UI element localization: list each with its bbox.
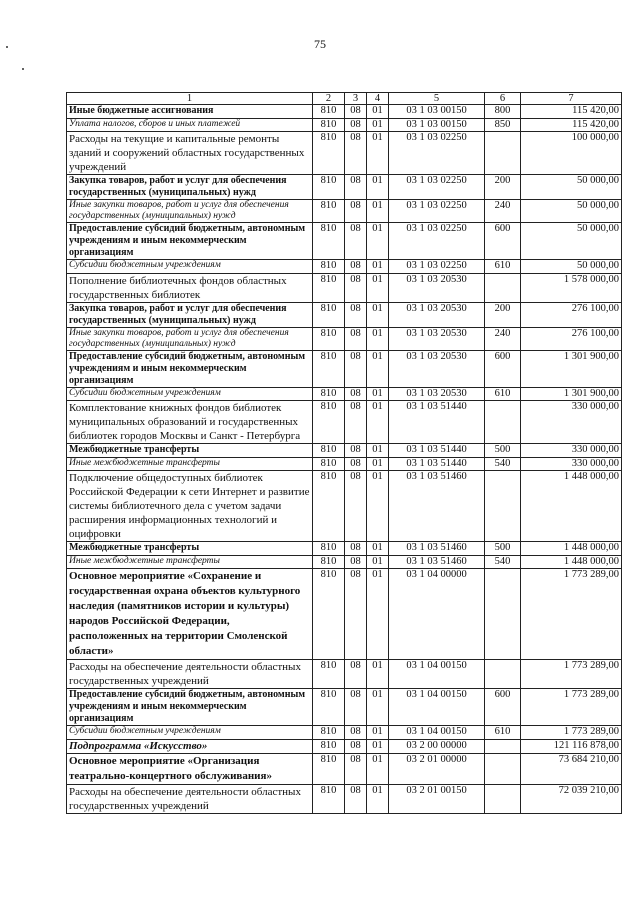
- table-header-row: [67, 93, 622, 105]
- row-amount-cell: 1 448 000,00: [521, 542, 622, 556]
- row-name-cell: Предоставление субсидий бюджетным, автономным учреждениям и иным некоммерческим организациям: [67, 223, 313, 260]
- row-section-cell: 08: [345, 689, 367, 726]
- row-section-cell: 08: [345, 132, 367, 175]
- row-ministry-code-cell: 810: [313, 569, 345, 660]
- table-row: [67, 223, 622, 260]
- row-amount-cell: 1 301 900,00: [521, 350, 622, 387]
- table-row: [67, 444, 622, 458]
- row-target-article-cell: 03 1 03 51460: [389, 542, 485, 556]
- row-name-cell: Расходы на текущие и капитальные ремонты зданий и сооружений областных государственных учреждений: [67, 132, 313, 175]
- row-section-cell: 08: [345, 223, 367, 260]
- row-expense-type-cell: [485, 471, 521, 542]
- row-name-cell: Иные межбюджетные трансферты: [67, 555, 313, 569]
- row-name-cell: Закупка товаров, работ и услуг для обеспечения государственных (муниципальных) нужд: [67, 302, 313, 327]
- row-expense-type-cell: 800: [485, 105, 521, 119]
- row-expense-type-cell: 850: [485, 118, 521, 132]
- row-amount-cell: 330 000,00: [521, 401, 622, 444]
- row-ministry-code-cell: 810: [313, 555, 345, 569]
- row-expense-type-cell: 600: [485, 223, 521, 260]
- row-section-cell: 08: [345, 471, 367, 542]
- row-name-cell: Основное мероприятие «Сохранение и государственная охрана объектов культурного наследия (памятников истории и культуры) народов Российской Федерации, расположенных на территории Смоленской области»: [67, 569, 313, 660]
- row-name-cell: Иные закупки товаров, работ и услуг для обеспечения государственных (муниципальных) нужд: [67, 200, 313, 223]
- row-target-article-cell: 03 1 03 20530: [389, 327, 485, 350]
- row-subsection-cell: 01: [367, 105, 389, 119]
- row-name-cell: Межбюджетные трансферты: [67, 542, 313, 556]
- row-ministry-code-cell: 810: [313, 457, 345, 471]
- row-amount-cell: 50 000,00: [521, 200, 622, 223]
- row-ministry-code-cell: 810: [313, 175, 345, 200]
- row-ministry-code-cell: 810: [313, 105, 345, 119]
- row-section-cell: 08: [345, 387, 367, 401]
- column-header: 6: [485, 93, 521, 105]
- row-ministry-code-cell: 810: [313, 223, 345, 260]
- row-section-cell: 08: [345, 302, 367, 327]
- row-subsection-cell: 01: [367, 401, 389, 444]
- row-ministry-code-cell: 810: [313, 753, 345, 784]
- row-amount-cell: 72 039 210,00: [521, 784, 622, 813]
- row-target-article-cell: 03 1 03 51440: [389, 457, 485, 471]
- row-ministry-code-cell: 810: [313, 200, 345, 223]
- table-row: [67, 118, 622, 132]
- row-expense-type-cell: 240: [485, 200, 521, 223]
- row-expense-type-cell: [485, 753, 521, 784]
- row-amount-cell: 1 448 000,00: [521, 555, 622, 569]
- table-row: [67, 689, 622, 726]
- row-expense-type-cell: [485, 273, 521, 302]
- row-expense-type-cell: 540: [485, 457, 521, 471]
- row-subsection-cell: 01: [367, 223, 389, 260]
- row-subsection-cell: 01: [367, 118, 389, 132]
- row-section-cell: 08: [345, 401, 367, 444]
- row-target-article-cell: 03 2 00 00000: [389, 739, 485, 753]
- row-target-article-cell: 03 1 04 00150: [389, 726, 485, 740]
- column-header: 3: [345, 93, 367, 105]
- row-ministry-code-cell: 810: [313, 739, 345, 753]
- column-header: 5: [389, 93, 485, 105]
- table-row: [67, 726, 622, 740]
- table-row: [67, 350, 622, 387]
- row-section-cell: 08: [345, 327, 367, 350]
- row-target-article-cell: 03 1 03 02250: [389, 223, 485, 260]
- row-name-cell: Уплата налогов, сборов и иных платежей: [67, 118, 313, 132]
- row-subsection-cell: 01: [367, 350, 389, 387]
- row-name-cell: Межбюджетные трансферты: [67, 444, 313, 458]
- row-expense-type-cell: 500: [485, 444, 521, 458]
- table-row: [67, 302, 622, 327]
- table-row: [67, 457, 622, 471]
- row-expense-type-cell: 600: [485, 350, 521, 387]
- row-target-article-cell: 03 1 04 00150: [389, 660, 485, 689]
- row-subsection-cell: 01: [367, 273, 389, 302]
- row-amount-cell: 50 000,00: [521, 260, 622, 274]
- row-subsection-cell: 01: [367, 175, 389, 200]
- row-target-article-cell: 03 1 04 00150: [389, 689, 485, 726]
- row-subsection-cell: 01: [367, 555, 389, 569]
- row-section-cell: 08: [345, 457, 367, 471]
- row-amount-cell: 73 684 210,00: [521, 753, 622, 784]
- row-subsection-cell: 01: [367, 471, 389, 542]
- row-section-cell: 08: [345, 200, 367, 223]
- row-amount-cell: 100 000,00: [521, 132, 622, 175]
- table-row: [67, 555, 622, 569]
- table-row: [67, 569, 622, 660]
- row-ministry-code-cell: 810: [313, 784, 345, 813]
- row-section-cell: 08: [345, 175, 367, 200]
- row-ministry-code-cell: 810: [313, 260, 345, 274]
- row-amount-cell: 1 773 289,00: [521, 726, 622, 740]
- table-row: [67, 175, 622, 200]
- row-target-article-cell: 03 1 03 20530: [389, 387, 485, 401]
- row-expense-type-cell: 600: [485, 689, 521, 726]
- row-amount-cell: 330 000,00: [521, 444, 622, 458]
- row-expense-type-cell: [485, 569, 521, 660]
- row-amount-cell: 330 000,00: [521, 457, 622, 471]
- row-section-cell: 08: [345, 350, 367, 387]
- row-expense-type-cell: [485, 660, 521, 689]
- row-name-cell: Закупка товаров, работ и услуг для обеспечения государственных (муниципальных) нужд: [67, 175, 313, 200]
- table-row: [67, 105, 622, 119]
- row-name-cell: Субсидии бюджетным учреждениям: [67, 260, 313, 274]
- row-expense-type-cell: 610: [485, 726, 521, 740]
- table-row: [67, 471, 622, 542]
- table-row: [67, 273, 622, 302]
- row-section-cell: 08: [345, 260, 367, 274]
- row-expense-type-cell: 200: [485, 302, 521, 327]
- row-ministry-code-cell: 810: [313, 302, 345, 327]
- row-name-cell: Иные бюджетные ассигнования: [67, 105, 313, 119]
- row-ministry-code-cell: 810: [313, 401, 345, 444]
- row-expense-type-cell: 500: [485, 542, 521, 556]
- row-expense-type-cell: 540: [485, 555, 521, 569]
- row-section-cell: 08: [345, 569, 367, 660]
- row-target-article-cell: 03 1 03 20530: [389, 350, 485, 387]
- row-expense-type-cell: 610: [485, 260, 521, 274]
- row-section-cell: 08: [345, 273, 367, 302]
- row-expense-type-cell: 200: [485, 175, 521, 200]
- row-target-article-cell: 03 2 01 00000: [389, 753, 485, 784]
- row-subsection-cell: 01: [367, 660, 389, 689]
- row-name-cell: Субсидии бюджетным учреждениям: [67, 387, 313, 401]
- column-header: 4: [367, 93, 389, 105]
- table-row: [67, 132, 622, 175]
- row-amount-cell: 1 773 289,00: [521, 569, 622, 660]
- row-name-cell: Расходы на обеспечение деятельности областных государственных учреждений: [67, 660, 313, 689]
- row-target-article-cell: 03 1 03 51460: [389, 471, 485, 542]
- table-row: [67, 739, 622, 753]
- row-name-cell: Предоставление субсидий бюджетным, автономным учреждениям и иным некоммерческим организациям: [67, 689, 313, 726]
- row-subsection-cell: 01: [367, 387, 389, 401]
- row-amount-cell: 115 420,00: [521, 118, 622, 132]
- scan-speck: [22, 68, 24, 70]
- row-subsection-cell: 01: [367, 784, 389, 813]
- row-subsection-cell: 01: [367, 689, 389, 726]
- row-amount-cell: 115 420,00: [521, 105, 622, 119]
- row-ministry-code-cell: 810: [313, 327, 345, 350]
- row-ministry-code-cell: 810: [313, 444, 345, 458]
- table-row: [67, 260, 622, 274]
- row-target-article-cell: 03 1 03 02250: [389, 200, 485, 223]
- row-target-article-cell: 03 1 03 02250: [389, 132, 485, 175]
- table-row: [67, 542, 622, 556]
- table-row: [67, 327, 622, 350]
- row-amount-cell: 50 000,00: [521, 223, 622, 260]
- row-target-article-cell: 03 1 03 02250: [389, 260, 485, 274]
- row-subsection-cell: 01: [367, 132, 389, 175]
- row-ministry-code-cell: 810: [313, 471, 345, 542]
- row-section-cell: 08: [345, 555, 367, 569]
- row-section-cell: 08: [345, 739, 367, 753]
- row-target-article-cell: 03 1 03 51460: [389, 555, 485, 569]
- row-target-article-cell: 03 1 03 20530: [389, 302, 485, 327]
- row-expense-type-cell: [485, 132, 521, 175]
- row-expense-type-cell: 610: [485, 387, 521, 401]
- row-target-article-cell: 03 1 03 51440: [389, 444, 485, 458]
- row-expense-type-cell: [485, 784, 521, 813]
- row-subsection-cell: 01: [367, 739, 389, 753]
- row-amount-cell: 1 773 289,00: [521, 660, 622, 689]
- row-amount-cell: 1 301 900,00: [521, 387, 622, 401]
- table-row: [67, 200, 622, 223]
- row-target-article-cell: 03 2 01 00150: [389, 784, 485, 813]
- row-amount-cell: 1 578 000,00: [521, 273, 622, 302]
- row-name-cell: Расходы на обеспечение деятельности областных государственных учреждений: [67, 784, 313, 813]
- column-header: 2: [313, 93, 345, 105]
- row-name-cell: Иные межбюджетные трансферты: [67, 457, 313, 471]
- row-amount-cell: 1 448 000,00: [521, 471, 622, 542]
- row-amount-cell: 50 000,00: [521, 175, 622, 200]
- row-subsection-cell: 01: [367, 302, 389, 327]
- row-name-cell: Пополнение библиотечных фондов областных государственных библиотек: [67, 273, 313, 302]
- row-target-article-cell: 03 1 03 00150: [389, 118, 485, 132]
- row-section-cell: 08: [345, 726, 367, 740]
- table-row: [67, 387, 622, 401]
- row-name-cell: Основное мероприятие «Организация театрально-концертного обслуживания»: [67, 753, 313, 784]
- row-section-cell: 08: [345, 444, 367, 458]
- row-subsection-cell: 01: [367, 569, 389, 660]
- row-name-cell: Подпрограмма «Искусство»: [67, 739, 313, 753]
- row-name-cell: Предоставление субсидий бюджетным, автономным учреждениям и иным некоммерческим организациям: [67, 350, 313, 387]
- row-section-cell: 08: [345, 753, 367, 784]
- row-subsection-cell: 01: [367, 260, 389, 274]
- row-subsection-cell: 01: [367, 542, 389, 556]
- row-expense-type-cell: [485, 739, 521, 753]
- row-target-article-cell: 03 1 03 20530: [389, 273, 485, 302]
- table-row: [67, 784, 622, 813]
- row-subsection-cell: 01: [367, 327, 389, 350]
- row-section-cell: 08: [345, 542, 367, 556]
- row-target-article-cell: 03 1 04 00000: [389, 569, 485, 660]
- row-name-cell: Комплектование книжных фондов библиотек муниципальных образований и государственных библиотек городов Москвы и Санкт - Петербурга: [67, 401, 313, 444]
- row-ministry-code-cell: 810: [313, 542, 345, 556]
- row-subsection-cell: 01: [367, 753, 389, 784]
- row-ministry-code-cell: 810: [313, 350, 345, 387]
- row-section-cell: 08: [345, 118, 367, 132]
- row-expense-type-cell: 240: [485, 327, 521, 350]
- row-target-article-cell: 03 1 03 00150: [389, 105, 485, 119]
- page-number: 75: [314, 37, 326, 51]
- row-target-article-cell: 03 1 03 51440: [389, 401, 485, 444]
- row-subsection-cell: 01: [367, 444, 389, 458]
- row-ministry-code-cell: 810: [313, 273, 345, 302]
- row-ministry-code-cell: 810: [313, 689, 345, 726]
- row-section-cell: 08: [345, 784, 367, 813]
- row-section-cell: 08: [345, 660, 367, 689]
- row-amount-cell: 276 100,00: [521, 302, 622, 327]
- row-subsection-cell: 01: [367, 457, 389, 471]
- row-ministry-code-cell: 810: [313, 132, 345, 175]
- row-ministry-code-cell: 810: [313, 660, 345, 689]
- budget-table: [66, 92, 622, 814]
- row-ministry-code-cell: 810: [313, 387, 345, 401]
- column-header: 7: [521, 93, 622, 105]
- row-ministry-code-cell: 810: [313, 118, 345, 132]
- column-header: 1: [67, 93, 313, 105]
- row-amount-cell: 1 773 289,00: [521, 689, 622, 726]
- table-row: [67, 753, 622, 784]
- row-subsection-cell: 01: [367, 726, 389, 740]
- table-row: [67, 401, 622, 444]
- row-name-cell: Субсидии бюджетным учреждениям: [67, 726, 313, 740]
- table-row: [67, 660, 622, 689]
- row-name-cell: Подключение общедоступных библиотек Российской Федерации к сети Интернет и развитие системы библиотечного дела с учетом задачи расширения информационных технологий и оцифровки: [67, 471, 313, 542]
- row-name-cell: Иные закупки товаров, работ и услуг для обеспечения государственных (муниципальных) нужд: [67, 327, 313, 350]
- row-amount-cell: 121 116 878,00: [521, 739, 622, 753]
- row-amount-cell: 276 100,00: [521, 327, 622, 350]
- row-ministry-code-cell: 810: [313, 726, 345, 740]
- row-subsection-cell: 01: [367, 200, 389, 223]
- row-expense-type-cell: [485, 401, 521, 444]
- row-section-cell: 08: [345, 105, 367, 119]
- row-target-article-cell: 03 1 03 02250: [389, 175, 485, 200]
